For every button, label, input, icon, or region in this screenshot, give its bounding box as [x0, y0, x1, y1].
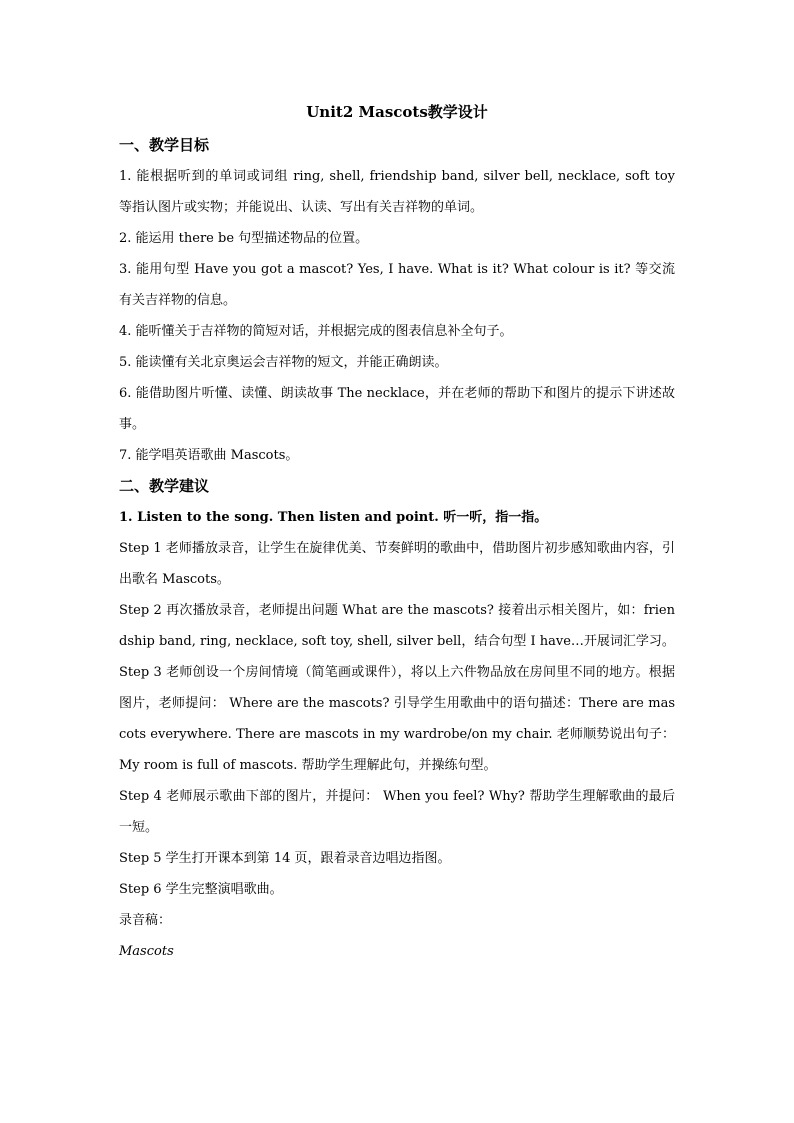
- step-item: Step 2 再次播放录音，老师提出问题 What are the mascots? 接着出示相关图片，如：friendship band, ring, necklace, soft toy, shell, silver bell，结合句型 I have…开展词汇学习。: [119, 603, 675, 649]
- song-title: Mascots: [119, 944, 174, 959]
- objective-item: 6. 能借助图片听懂、读懂、朗读故事 The necklace，并在老师的帮助下和图片的提示下讲述故事。: [119, 386, 675, 432]
- objective-item: 4. 能听懂关于吉祥物的简短对话，并根据完成的图表信息补全句子。: [119, 324, 513, 339]
- activity-title: 1. Listen to the song. Then listen and point. 听一听，指一指。: [119, 510, 548, 525]
- objective-item: 2. 能运用 there be 句型描述物品的位置。: [119, 231, 369, 246]
- objective-item: 5. 能读懂有关北京奥运会吉祥物的短文，并能正确朗读。: [119, 355, 448, 370]
- step-item: Step 5 学生打开课本到第 14 页，跟着录音边唱边指图。: [119, 851, 451, 866]
- step-item: Step 6 学生完整演唱歌曲。: [119, 882, 283, 897]
- document-page: [119, 98, 675, 967]
- objective-item: 3. 能用句型 Have you got a mascot? Yes, I have. What is it? What colour is it? 等交流有关吉祥物的信息。: [119, 262, 675, 308]
- step-item: Step 1 老师播放录音，让学生在旋律优美、节奏鲜明的歌曲中，借助图片初步感知歌曲内容，引出歌名 Mascots。: [119, 541, 675, 587]
- section-heading-objectives: 一、教学目标: [119, 136, 210, 154]
- section-heading-suggestions: 二、教学建议: [119, 477, 210, 495]
- transcript-label: 录音稿：: [119, 913, 172, 928]
- objective-item: 1. 能根据听到的单词或词组 ring, shell, friendship band, silver bell, necklace, soft toy 等指认图片或实物；并能说出、认读、写出有关吉祥物的单词。: [119, 169, 675, 215]
- objective-item: 7. 能学唱英语歌曲 Mascots。: [119, 448, 299, 463]
- step-item: Step 4 老师展示歌曲下部的图片，并提问： When you feel? Why? 帮助学生理解歌曲的最后一短。: [119, 789, 675, 835]
- step-item: Step 3 老师创设一个房间情境（简笔画或课件），将以上六件物品放在房间里不同的地方。根据图片，老师提问： Where are the mascots? 引导学生用歌曲中的语句描述：There are mascots everywhere. There are mascots in my wardrobe/on my chair. 老师顺势说出句子：My room is full of mascots. 帮助学生理解此句，并操练句型。: [119, 665, 675, 773]
- document-title: Unit2 Mascots教学设计: [306, 103, 488, 121]
